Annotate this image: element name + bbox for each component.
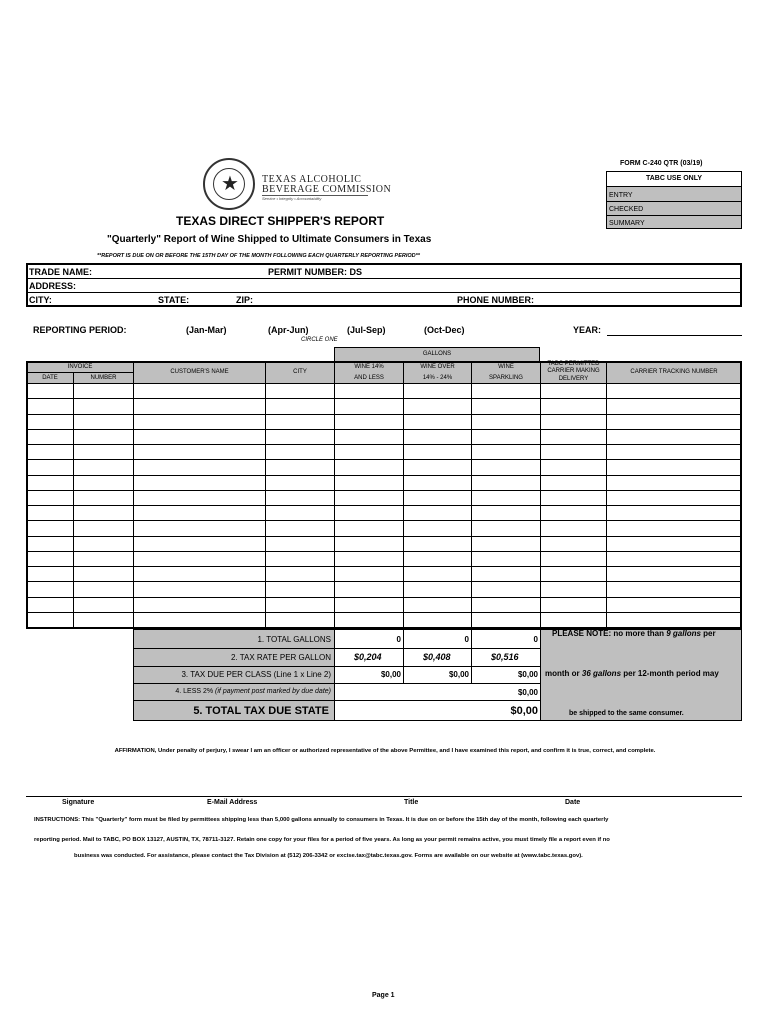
wine14-header-1: WINE 14% [354,364,384,370]
signature-line[interactable] [26,796,742,797]
tax-due-label: 3. TAX DUE PER CLASS (Line 1 x Line 2) [181,670,331,679]
table-row[interactable] [27,506,741,521]
tax-rate-wineover: $0,408 [423,652,451,662]
table-row[interactable] [27,430,741,445]
year-input-line[interactable] [607,335,742,336]
sparkling-header-2: SPARKLING [489,375,523,381]
instructions-line2: reporting period. Mail to TABC, PO BOX 13127, AUSTIN, TX, 78711-3127. Retain one copy for your files for a period of five years. As long as your permit remains active, you must timely file a report even if no [34,837,610,843]
total-due-label: 5. TOTAL TAX DUE STATE [193,705,329,717]
table-row[interactable] [27,598,741,613]
carrier-header-1: TABC PERMITTED [547,361,600,367]
year-label: YEAR: [573,325,602,335]
permittee-info-box [26,263,742,307]
table-row[interactable] [27,552,741,567]
table-row[interactable] [27,491,741,506]
permit-number-label: PERMIT NUMBER: DS [268,267,362,277]
table-row[interactable] [27,537,741,552]
note-line1: PLEASE NOTE: no more than 9 gallons per [552,629,716,638]
less-discount-label [134,688,331,695]
total-gallons-sparkling: 0 [533,635,538,644]
tax-due-wine14: $0,00 [380,670,401,679]
email-label: E-Mail Address [207,799,258,806]
agency-tagline: Service • Integrity • Accountability [262,196,322,201]
circle-one-note: CIRCLE ONE [301,337,338,343]
table-row[interactable] [27,613,741,628]
title-label: Title [404,799,419,806]
sparkling-header-1: WINE [498,364,514,370]
period-q3[interactable]: (Jul-Sep) [347,325,386,335]
wine14-header-2: AND LESS [354,375,384,381]
total-gallons-label: 1. TOTAL GALLONS [257,635,331,644]
page-number: Page 1 [372,992,395,999]
tax-due-wineover: $0,00 [448,670,469,679]
agency-name-line2: BEVERAGE COMMISSION [262,184,392,195]
city-label: CITY: [29,295,52,305]
phone-label: PHONE NUMBER: [457,295,535,305]
tax-rate-sparkling: $0,516 [491,652,519,662]
report-subtitle: "Quarterly" Report of Wine Shipped to Ultimate Consumers in Texas [107,234,432,245]
period-q2[interactable]: (Apr-Jun) [268,325,309,335]
signature-label: Signature [62,799,95,806]
table-row[interactable] [27,582,741,597]
date-label: Date [565,799,581,806]
entry-label: ENTRY [609,192,633,199]
tabc-seal-logo: ★ [203,158,255,210]
address-label: ADDRESS: [29,281,77,291]
less-label: 4. LESS 2% [175,688,214,695]
total-gallons-wine14: 0 [396,635,401,644]
tabc-use-only: TABC USE ONLY [645,175,702,182]
less-note: (if payment post marked by due date) [215,688,331,695]
wineover-header-2: 14% - 24% [422,375,453,381]
table-row[interactable] [27,521,741,536]
tax-rate-wine14: $0,204 [354,652,382,662]
table-row[interactable] [27,384,741,399]
invoice-header: INVOICE [67,364,93,370]
table-row[interactable] [27,476,741,491]
carrier-header-3: DELIVERY [558,376,589,382]
less-discount-value: $0,00 [517,688,538,697]
checked-label: CHECKED [609,206,644,213]
tracking-header: CARRIER TRACKING NUMBER [630,369,718,375]
report-title: TEXAS DIRECT SHIPPER'S REPORT [176,214,385,228]
note-line3: be shipped to the same consumer. [569,710,684,717]
zip-label: ZIP: [236,295,253,305]
carrier-header-2: CARRIER MAKING [547,368,600,374]
total-due-value: $0,00 [510,705,538,717]
table-row[interactable] [27,399,741,414]
reporting-period-label: REPORTING PERIOD: [33,325,127,335]
summary-label: SUMMARY [609,220,645,227]
table-row[interactable] [27,415,741,430]
table-row[interactable] [27,445,741,460]
customer-name-header: CUSTOMER'S NAME [170,369,229,375]
affirmation-text: AFFIRMATION, Under penalty of perjury, I swear I am an officer or authorized representative of the above Permittee, and I have examined this report, and confirm it is true, correct, and complete. [114,748,656,754]
due-notice: **REPORT IS DUE ON OR BEFORE THE 15TH DAY OF THE MONTH FOLLOWING EACH QUARTERLY REPORTING PERIOD** [97,253,420,259]
total-gallons-wineover: 0 [464,635,469,644]
city-header: CITY [293,369,307,375]
tax-rate-label: 2. TAX RATE PER GALLON [230,653,331,662]
period-q4[interactable]: (Oct-Dec) [424,325,465,335]
table-row[interactable] [27,460,741,475]
state-label: STATE: [158,295,190,305]
form-id: FORM C-240 QTR (03/19) [620,160,703,167]
instructions-line1: INSTRUCTIONS: This "Quarterly" form must be filed by permittees shipping less than 5,000 gallons annually to consumers in Texas. It is due on or before the 15th day of the month, following each quarterly [34,817,609,823]
wineover-header-1: WINE OVER [420,364,455,370]
gallons-label: GALLONS [422,351,452,357]
table-row[interactable] [27,567,741,582]
period-q1[interactable]: (Jan-Mar) [186,325,227,335]
trade-name-label: TRADE NAME: [29,267,92,277]
tax-due-sparkling: $0,00 [517,670,538,679]
instructions-line3: business was conducted. For assistance, please contact the Tax Division at (512) 206-3342 or excise.tax@tabc.texas.gov. Forms are available on our website at (www.tabc.texas.gov). [74,853,583,859]
note-line2: month or 36 gallons per 12-month period may [545,669,719,678]
number-header: NUMBER [90,375,117,381]
date-header: DATE [42,375,58,381]
agency-name-line1: TEXAS ALCOHOLIC [262,174,362,185]
